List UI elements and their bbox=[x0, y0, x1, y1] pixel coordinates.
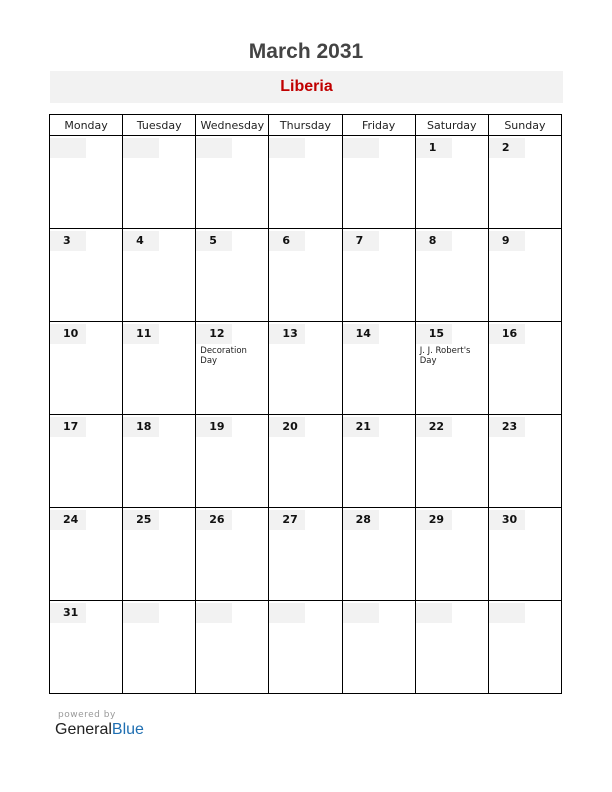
day-number bbox=[123, 324, 159, 344]
day-number-text: 26 bbox=[209, 513, 225, 526]
day-cell bbox=[415, 229, 488, 322]
day-number bbox=[343, 324, 379, 344]
day-number-text bbox=[196, 141, 209, 154]
day-number-text: 23 bbox=[501, 420, 518, 433]
day-number-text: 8 bbox=[428, 234, 437, 247]
weekday-tuesday: Tuesday bbox=[123, 115, 196, 136]
day-cell bbox=[196, 229, 269, 322]
day-cell bbox=[342, 415, 415, 508]
day-cell bbox=[415, 508, 488, 601]
day-number bbox=[196, 417, 232, 437]
day-number bbox=[196, 510, 232, 530]
holiday-label: J. J. Robert's Day bbox=[419, 346, 471, 366]
day-number bbox=[343, 510, 379, 530]
day-cell bbox=[50, 322, 123, 415]
weekday-wednesday: Wednesday bbox=[196, 115, 269, 136]
day-number-text bbox=[416, 606, 429, 619]
day-cell bbox=[196, 136, 269, 229]
week-row bbox=[50, 508, 562, 601]
day-number bbox=[343, 138, 379, 158]
day-cell bbox=[488, 415, 561, 508]
day-cell bbox=[342, 136, 415, 229]
day-number bbox=[123, 231, 159, 251]
day-number bbox=[123, 417, 159, 437]
day-number-text: 12 bbox=[209, 327, 225, 340]
day-number bbox=[416, 324, 452, 344]
day-number-text: 24 bbox=[63, 513, 79, 526]
weekday-thursday: Thursday bbox=[269, 115, 342, 136]
day-number bbox=[50, 231, 86, 251]
weekday-sunday: Sunday bbox=[488, 115, 561, 136]
day-number bbox=[269, 324, 305, 344]
day-number bbox=[489, 417, 525, 437]
day-number bbox=[50, 603, 86, 623]
day-number bbox=[269, 138, 305, 158]
day-number bbox=[269, 231, 305, 251]
day-number bbox=[416, 603, 452, 623]
day-number bbox=[489, 324, 525, 344]
day-cell bbox=[50, 415, 123, 508]
brand-general: General bbox=[55, 721, 112, 738]
day-number bbox=[343, 231, 379, 251]
weekday-header-row bbox=[50, 115, 562, 136]
week-row bbox=[50, 229, 562, 322]
day-cell bbox=[342, 322, 415, 415]
day-cell bbox=[342, 601, 415, 694]
day-number bbox=[50, 138, 86, 158]
day-number-text: 2 bbox=[501, 141, 510, 154]
day-number-text: 3 bbox=[63, 234, 71, 247]
day-cell bbox=[196, 415, 269, 508]
day-cell bbox=[123, 601, 196, 694]
day-number bbox=[416, 231, 452, 251]
day-cell bbox=[123, 508, 196, 601]
week-row bbox=[50, 136, 562, 229]
week-row bbox=[50, 601, 562, 694]
day-number bbox=[196, 231, 232, 251]
day-number-text: 4 bbox=[136, 234, 144, 247]
day-cell bbox=[50, 601, 123, 694]
day-cell bbox=[415, 136, 488, 229]
day-number-text: 28 bbox=[355, 513, 371, 526]
day-number bbox=[50, 417, 86, 437]
day-cell bbox=[123, 322, 196, 415]
day-cell bbox=[50, 136, 123, 229]
day-number-text: 18 bbox=[136, 420, 152, 433]
day-number bbox=[269, 603, 305, 623]
day-cell bbox=[269, 136, 342, 229]
day-number-text bbox=[343, 606, 356, 619]
day-number-text: 10 bbox=[63, 327, 79, 340]
day-number bbox=[343, 603, 379, 623]
day-cell bbox=[50, 508, 123, 601]
brand-logo[interactable] bbox=[55, 721, 144, 739]
week-row bbox=[50, 322, 562, 415]
day-number-text: 29 bbox=[428, 513, 445, 526]
day-cell bbox=[50, 229, 123, 322]
day-number-text: 13 bbox=[282, 327, 298, 340]
day-number-text bbox=[196, 606, 209, 619]
day-number-text: 6 bbox=[282, 234, 291, 247]
day-cell bbox=[269, 601, 342, 694]
day-cell bbox=[488, 508, 561, 601]
day-number bbox=[343, 417, 379, 437]
day-number-text: 21 bbox=[355, 420, 371, 433]
day-cell bbox=[269, 322, 342, 415]
day-number-text: 27 bbox=[282, 513, 298, 526]
day-cell bbox=[342, 229, 415, 322]
day-cell bbox=[123, 136, 196, 229]
powered-by-label: powered by bbox=[58, 710, 116, 720]
day-number-text bbox=[269, 141, 282, 154]
day-number bbox=[50, 324, 86, 344]
day-number bbox=[416, 138, 452, 158]
week-row bbox=[50, 415, 562, 508]
day-number bbox=[196, 603, 232, 623]
country-banner bbox=[50, 71, 563, 103]
day-cell bbox=[488, 322, 561, 415]
day-number bbox=[489, 510, 525, 530]
day-number-text: 19 bbox=[209, 420, 225, 433]
day-number bbox=[196, 324, 232, 344]
day-cell bbox=[196, 322, 269, 415]
weekday-saturday: Saturday bbox=[415, 115, 488, 136]
day-cell bbox=[342, 508, 415, 601]
day-number bbox=[416, 510, 452, 530]
day-number bbox=[123, 138, 159, 158]
calendar-grid bbox=[49, 114, 562, 694]
day-number-text: 5 bbox=[209, 234, 217, 247]
day-number bbox=[269, 510, 305, 530]
day-cell bbox=[415, 601, 488, 694]
country-name: Liberia bbox=[280, 78, 333, 95]
day-cell bbox=[269, 508, 342, 601]
day-cell bbox=[415, 415, 488, 508]
day-number bbox=[489, 231, 525, 251]
day-number-text: 16 bbox=[501, 327, 518, 340]
day-number-text bbox=[269, 606, 282, 619]
day-number-text bbox=[50, 141, 63, 154]
day-cell bbox=[269, 415, 342, 508]
day-number-text bbox=[489, 606, 502, 619]
page-title: March 2031 bbox=[248, 40, 364, 63]
day-cell bbox=[123, 229, 196, 322]
weekday-monday: Monday bbox=[50, 115, 123, 136]
day-number bbox=[489, 603, 525, 623]
day-number bbox=[50, 510, 86, 530]
day-number bbox=[123, 603, 159, 623]
day-cell bbox=[196, 508, 269, 601]
day-number-text: 22 bbox=[428, 420, 445, 433]
day-number-text: 25 bbox=[136, 513, 152, 526]
day-number bbox=[416, 417, 452, 437]
day-number-text: 11 bbox=[136, 327, 152, 340]
day-cell bbox=[415, 322, 488, 415]
day-number-text bbox=[123, 141, 136, 154]
day-number-text: 1 bbox=[428, 141, 437, 154]
day-number-text bbox=[123, 606, 136, 619]
brand-blue: Blue bbox=[111, 721, 144, 738]
day-number-text: 30 bbox=[501, 513, 518, 526]
day-cell bbox=[488, 229, 561, 322]
day-number-text: 31 bbox=[63, 606, 79, 619]
day-cell bbox=[488, 601, 561, 694]
holiday-label: Decoration Day bbox=[200, 346, 247, 366]
day-number-text: 20 bbox=[282, 420, 298, 433]
day-number bbox=[489, 138, 525, 158]
day-number-text: 17 bbox=[63, 420, 79, 433]
day-cell bbox=[269, 229, 342, 322]
day-number-text: 9 bbox=[501, 234, 510, 247]
day-number-text: 14 bbox=[355, 327, 371, 340]
day-cell bbox=[196, 601, 269, 694]
day-number-text bbox=[343, 141, 356, 154]
day-number-text: 7 bbox=[355, 234, 364, 247]
day-number bbox=[123, 510, 159, 530]
day-number bbox=[196, 138, 232, 158]
day-cell bbox=[488, 136, 561, 229]
day-number-text: 15 bbox=[428, 327, 445, 340]
day-cell bbox=[123, 415, 196, 508]
footer-branding bbox=[55, 710, 144, 739]
day-number bbox=[269, 417, 305, 437]
weekday-friday: Friday bbox=[342, 115, 415, 136]
